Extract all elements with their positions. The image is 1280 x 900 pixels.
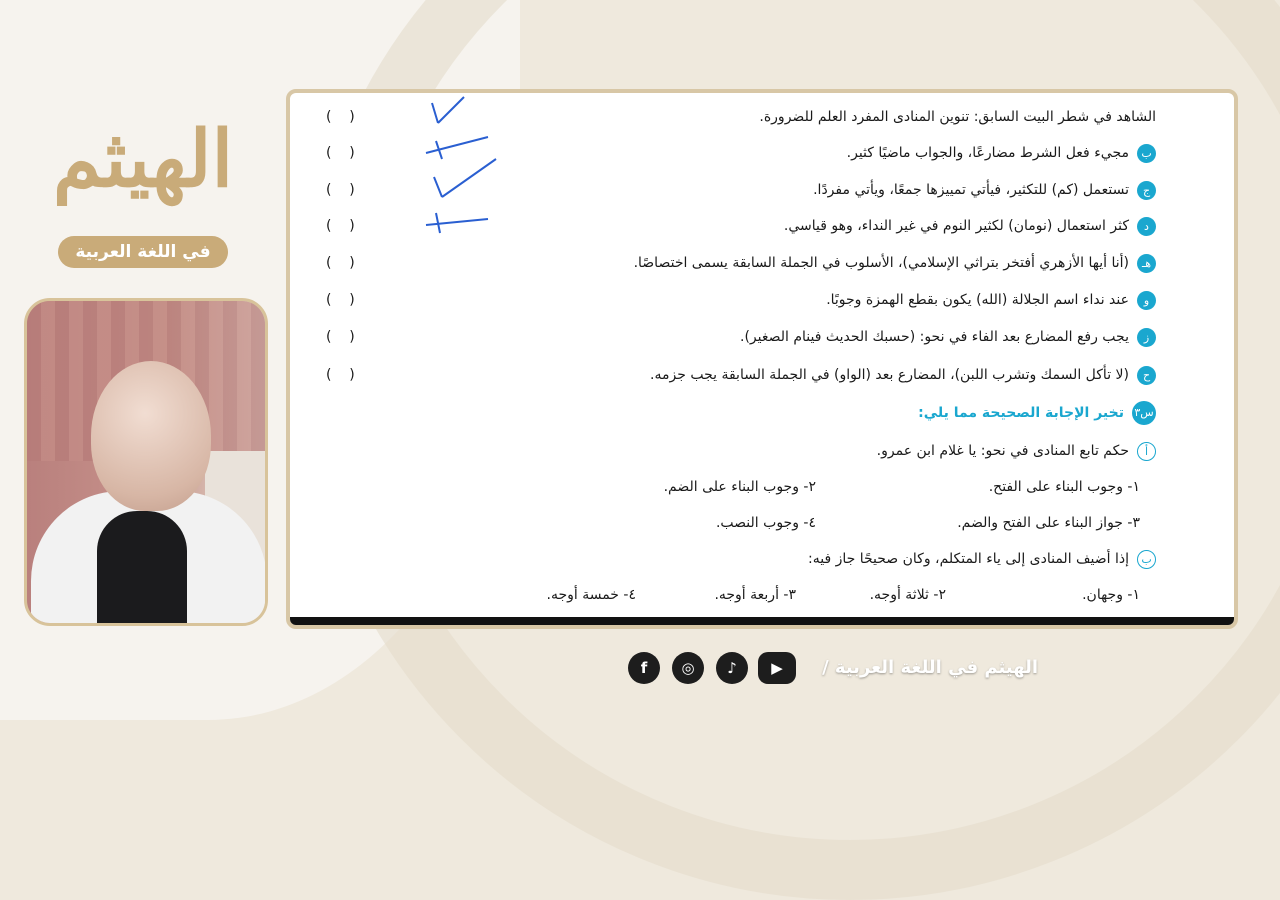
answer-parens: ( ) xyxy=(326,367,355,383)
footer-social-bar xyxy=(628,650,1048,690)
answer-parens: ( ) xyxy=(326,145,355,161)
statement-marker: ب xyxy=(1137,144,1156,163)
facebook-icon[interactable]: f xyxy=(628,652,660,684)
instagram-icon[interactable]: ◎ xyxy=(672,652,704,684)
answer-option[interactable]: ٣- جواز البناء على الفتح والضم. xyxy=(957,515,1140,531)
tiktok-icon[interactable]: ♪ xyxy=(716,652,748,684)
channel-logo xyxy=(38,100,248,270)
logo-subtitle: في اللغة العربية xyxy=(58,236,228,268)
answer-option[interactable]: ٢- ثلاثة أوجه. xyxy=(869,587,946,603)
answer-option[interactable]: ٣- أربعة أوجه. xyxy=(714,587,796,603)
statement-text: كثر استعمال (نومان) لكثير النوم في غير النداء، وهو قياسي. xyxy=(783,218,1129,234)
statement-marker: ز xyxy=(1137,328,1156,347)
statement-marker: ح xyxy=(1137,366,1156,385)
statement-text: (أنا أيها الأزهري أفتخر بتراثي الإسلامي)، الأسلوب في الجملة السابقة يسمى اختصاصًا. xyxy=(633,255,1129,271)
statement-text: تستعمل (كم) للتكثير، فيأتي تمييزها جمعًا، ويأتي مفردًا. xyxy=(813,182,1129,198)
statement-marker: د xyxy=(1137,217,1156,236)
statement-row xyxy=(326,323,1156,351)
answer-parens: ( ) xyxy=(326,255,355,271)
answer-option[interactable]: ١- وجوب البناء على الفتح. xyxy=(988,479,1140,495)
footer-channel-label: الهيثم في اللغة العربية / xyxy=(822,657,1038,678)
question-row xyxy=(406,545,1156,573)
check-mark-4 xyxy=(426,213,488,233)
question-marker: ب xyxy=(1137,550,1156,569)
question-text: إذا أضيف المنادى إلى ياء المتكلم، وكان صحيحًا جاز فيه: xyxy=(808,551,1129,567)
statement-marker: ج xyxy=(1137,181,1156,200)
section-title: تخير الإجابة الصحيحة مما يلي: xyxy=(918,405,1124,421)
handwritten-checkmarks xyxy=(416,93,506,253)
presenter-shirt xyxy=(97,511,187,626)
worksheet xyxy=(316,93,1196,613)
answer-option[interactable]: ١- وجهان. xyxy=(1082,587,1140,603)
statement-row xyxy=(326,249,1156,277)
answer-parens: ( ) xyxy=(326,329,355,345)
question-text: حكم تابع المنادى في نحو: يا غلام ابن عمرو. xyxy=(876,443,1129,459)
answer-parens: ( ) xyxy=(326,182,355,198)
statement-text: الشاهد في شطر البيت السابق: تنوين المنادى المفرد العلم للضرورة. xyxy=(759,109,1156,125)
answer-option[interactable]: ٢- وجوب البناء على الضم. xyxy=(663,479,816,495)
answer-parens: ( ) xyxy=(326,109,355,125)
statement-text: (لا تأكل السمك وتشرب اللبن)، المضارع بعد (الواو) في الجملة السابقة يجب جزمه. xyxy=(650,367,1129,383)
statement-row xyxy=(326,361,1156,389)
section-heading xyxy=(406,399,1156,427)
statement-row xyxy=(326,103,1156,131)
statement-text: يجب رفع المضارع بعد الفاء في نحو: (حسبك الحديث فينام الصغير). xyxy=(740,329,1129,345)
panel-bottom-bar xyxy=(290,617,1234,625)
document-panel xyxy=(286,89,1238,629)
answer-parens: ( ) xyxy=(326,292,355,308)
presenter-webcam xyxy=(24,298,268,626)
answer-parens: ( ) xyxy=(326,218,355,234)
check-mark-3 xyxy=(434,159,496,197)
statement-row xyxy=(326,139,1156,167)
check-mark-2 xyxy=(426,137,488,159)
answer-option[interactable]: ٤- وجوب النصب. xyxy=(715,515,816,531)
statement-text: مجيء فعل الشرط مضارعًا، والجواب ماضيًا كثير. xyxy=(846,145,1129,161)
statement-row xyxy=(326,286,1156,314)
statement-row xyxy=(326,212,1156,240)
question-marker: أ xyxy=(1137,442,1156,461)
section-marker: س٣ xyxy=(1132,401,1156,425)
statement-row xyxy=(326,176,1156,204)
statement-text: عند نداء اسم الجلالة (الله) يكون بقطع الهمزة وجوبًا. xyxy=(826,292,1129,308)
statement-marker: و xyxy=(1137,291,1156,310)
logo-title: الهيثم xyxy=(52,114,234,205)
presenter-head xyxy=(91,361,211,511)
statement-marker: هـ xyxy=(1137,254,1156,273)
youtube-icon[interactable]: ▶ xyxy=(758,652,796,684)
question-row xyxy=(406,437,1156,465)
answer-option[interactable]: ٤- خمسة أوجه. xyxy=(546,587,636,603)
check-mark-1 xyxy=(432,97,464,123)
